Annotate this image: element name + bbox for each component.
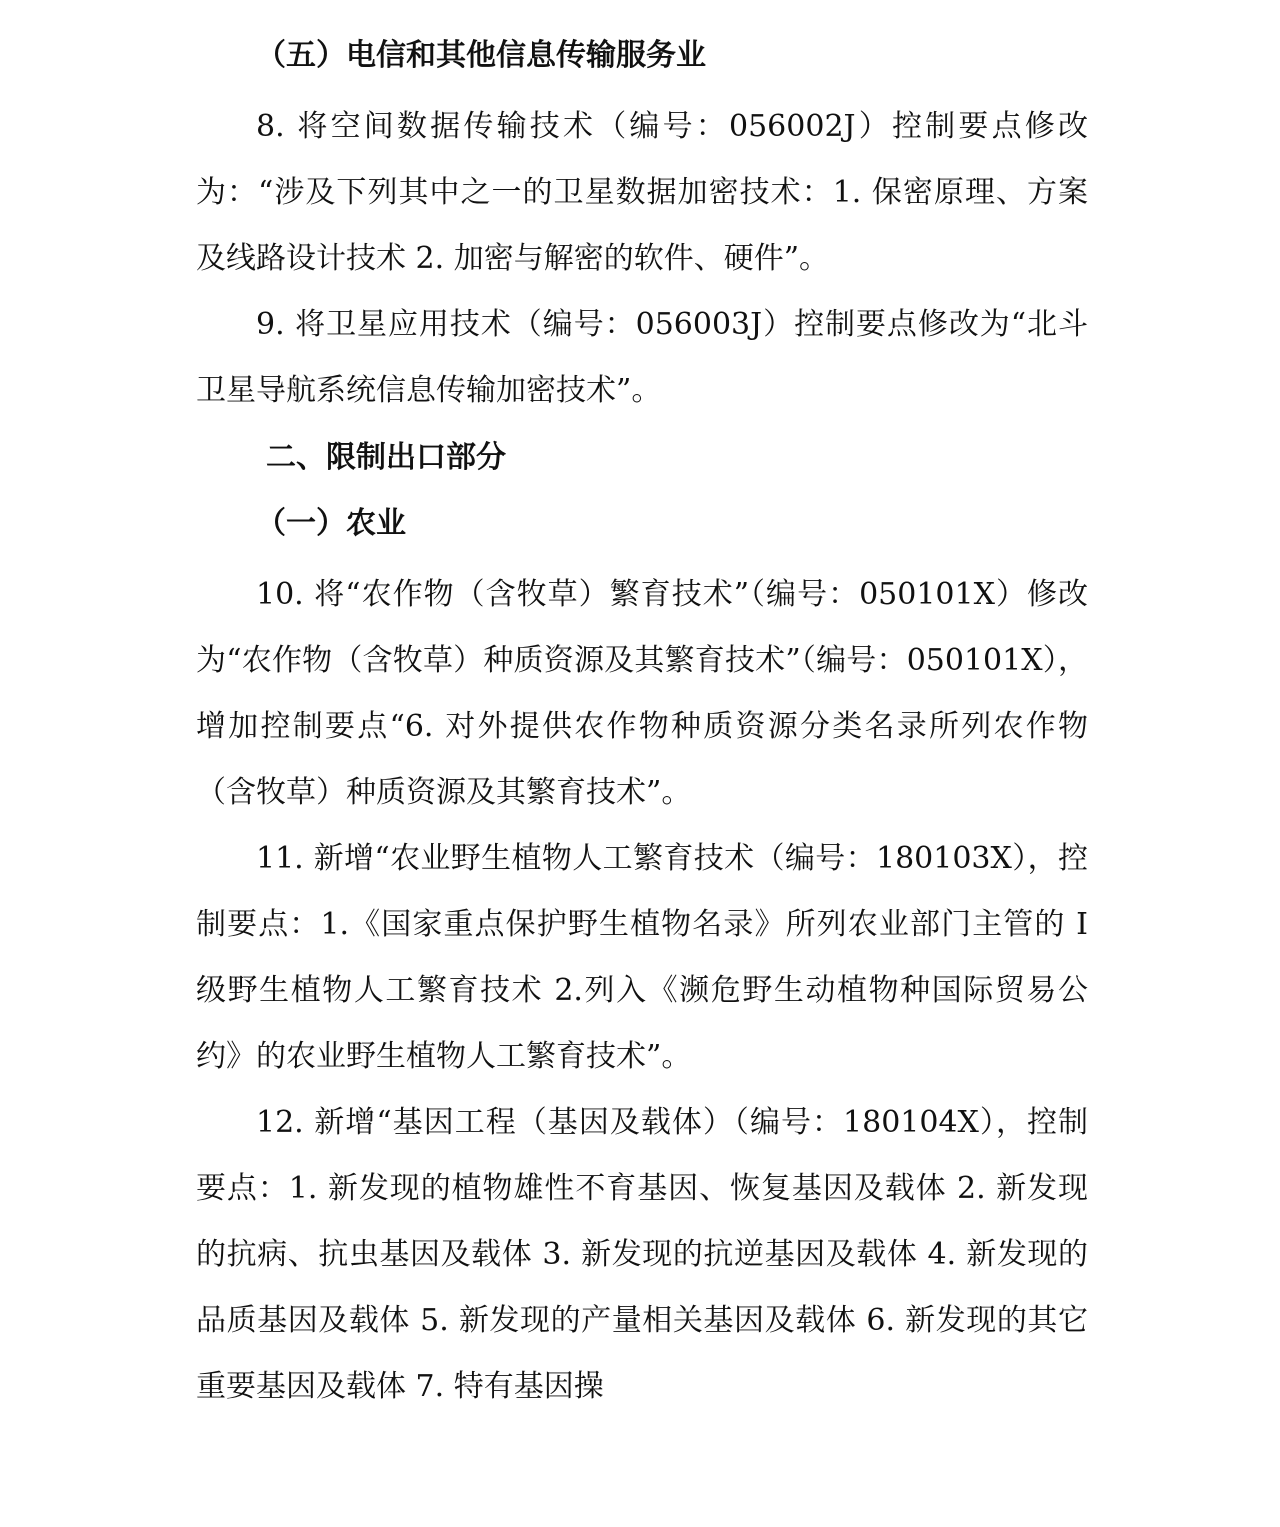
paragraph-item-12: 12. 新增“基因工程（基因及载体）（编号：180104X），控制要点：1. 新发现的植物雄性不育基因、恢复基因及载体 2. 新发现的抗病、抗虫基因及载体 3. 新发现的抗逆基因及载体 4. 新发现的品质基因及载体 5. 新发现的产量相关基因及载体 6. 新发现的其它重要基因及载体 7. 特有基因操	[196, 1105, 1088, 1404]
section-heading-telecom: （五）电信和其他信息传输服务业	[256, 38, 706, 73]
document-page	[196, 28, 1088, 1420]
paragraph-item-9: 9. 将卫星应用技术（编号：056003J）控制要点修改为“北斗卫星导航系统信息传输加密技术”。	[196, 307, 1088, 408]
section-heading-agriculture: （一）农业	[256, 506, 406, 541]
paragraph-item-11: 11. 新增“农业野生植物人工繁育技术（编号：180103X），控制要点：1.《国家重点保护野生植物名录》所列农业部门主管的 I 级野生植物人工繁育技术 2.列入《濒危野生动植物种国际贸易公约》的农业野生植物人工繁育技术”。	[196, 841, 1088, 1074]
paragraph-item-10: 10. 将“农作物（含牧草）繁育技术”（编号：050101X）修改为“农作物（含牧草）种质资源及其繁育技术”（编号：050101X），增加控制要点“6. 对外提供农作物种质资源分类名录所列农作物（含牧草）种质资源及其繁育技术”。	[196, 577, 1088, 810]
part-heading-restricted-export: 二、限制出口部分	[266, 440, 506, 475]
paragraph-item-8: 8. 将空间数据传输技术（编号：056002J）控制要点修改为：“涉及下列其中之一的卫星数据加密技术：1. 保密原理、方案及线路设计技术 2. 加密与解密的软件、硬件”。	[196, 109, 1088, 276]
